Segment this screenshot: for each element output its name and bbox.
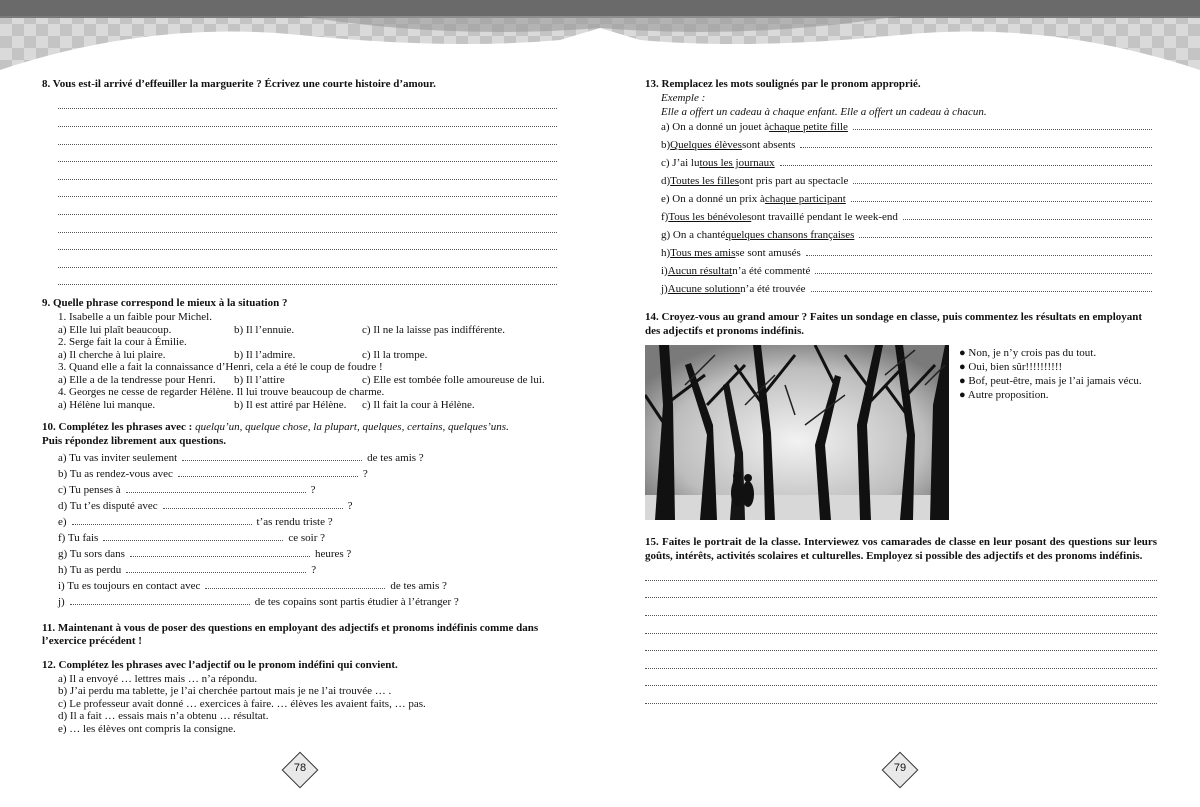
replace-item: a) On a donné un jouet à chaque petite fille xyxy=(645,121,1157,139)
blank[interactable] xyxy=(178,468,358,477)
choice-a[interactable]: a) Elle a de la tendresse pour Henri. xyxy=(58,373,216,386)
left-page xyxy=(42,78,557,745)
replace-item: f) Tous les bénévoles ont travaillé pendant le week-end xyxy=(645,211,1157,229)
replace-item: c) J’ai lu tous les journaux xyxy=(645,157,1157,175)
blank[interactable] xyxy=(780,157,1152,166)
answer-choices xyxy=(42,349,557,362)
blank[interactable] xyxy=(815,265,1152,274)
choice-b[interactable]: b) Il l’ennuie. xyxy=(234,323,295,336)
fill-sentence: a) Tu vas inviter seulement de tes amis ? xyxy=(58,451,424,464)
exercise-11-title: 11. Maintenant à vous de poser des questions en employant des adjectifs et pronoms indéfinis comme dans l’exercice précédent ! xyxy=(42,621,539,648)
choice-b[interactable]: b) Il l’attire xyxy=(234,373,285,386)
exercise-13-title: 13. Remplacez les mots soulignés par le pronom approprié. xyxy=(645,78,921,90)
exercise-9 xyxy=(42,297,557,411)
blank[interactable] xyxy=(800,139,1152,148)
exercise-15-title: 15. Faites le portrait de la classe. Interviewez vos camarades de classe en leur posant des questions sur leurs goûts, intérêts, activités scolaires et culturelles. Employez si possible des adjectifs et des pronoms indéfinis. xyxy=(645,535,1157,562)
exercise-13 xyxy=(645,78,1157,301)
answer-choices xyxy=(42,324,557,337)
blank[interactable] xyxy=(163,500,343,509)
exercise-10-subtitle: Puis répondez librement aux questions. xyxy=(42,434,227,447)
fill-sentence: i) Tu es toujours en contact avec de tes amis ? xyxy=(58,579,447,592)
replace-item: h) Tous mes amis se sont amusés xyxy=(645,247,1157,265)
replace-item: e) On a donné un prix à chaque participant xyxy=(645,193,1157,211)
page-number-right: 79 xyxy=(882,752,918,788)
sentence-item: a) Il a envoyé … lettres mais … n’a répondu. xyxy=(58,672,258,685)
blank[interactable] xyxy=(811,283,1152,292)
option-item[interactable]: ● Autre proposition. xyxy=(959,388,1049,401)
exercise-12-title: 12. Complétez les phrases avec l’adjectif ou le pronom indéfini qui convient. xyxy=(42,659,398,672)
exercise-11 xyxy=(42,622,557,650)
option-item[interactable]: ● Oui, bien sûr!!!!!!!!!! xyxy=(959,360,1063,373)
writing-lines[interactable] xyxy=(645,563,1157,704)
blank[interactable] xyxy=(70,596,250,605)
choice-a[interactable]: a) Elle lui plaît beaucoup. xyxy=(58,323,172,336)
replace-item: i) Aucun résultat n’a été commenté xyxy=(645,265,1157,283)
exercise-8-title: 8. Vous est-il arrivé d’effeuiller la marguerite ? Écrivez une courte histoire d’amour. xyxy=(42,78,436,90)
choice-c[interactable]: c) Elle est tombée folle amoureuse de lui. xyxy=(362,373,545,386)
answer-choices xyxy=(42,399,557,412)
survey-options xyxy=(949,345,1142,520)
blank[interactable] xyxy=(851,193,1152,202)
exercise-10 xyxy=(42,421,557,612)
blank[interactable] xyxy=(853,121,1152,130)
blank[interactable] xyxy=(72,516,252,525)
blank[interactable] xyxy=(205,580,385,589)
replace-item: g) On a chanté quelques chansons françaises xyxy=(645,229,1157,247)
exercise-9-title: 9. Quelle phrase correspond le mieux à la situation ? xyxy=(42,297,288,310)
sentence-item: c) Le professeur avait donné … exercices à faire. … élèves les avaient faits, … pas. xyxy=(58,697,426,710)
exercise-14-title: 14. Croyez-vous au grand amour ? Faites un sondage en classe, puis commentez les résultats en employant des adjectifs et pronoms indéfinis. xyxy=(645,311,1143,337)
fill-sentence: j) de tes copains sont partis étudier à l’étranger ? xyxy=(58,595,459,608)
choice-a[interactable]: a) Il cherche à lui plaire. xyxy=(58,348,166,361)
choice-c[interactable]: c) Il fait la cour à Hélène. xyxy=(362,398,475,411)
fill-sentence: b) Tu as rendez-vous avec ? xyxy=(58,467,368,480)
fill-sentence: f) Tu fais ce soir ? xyxy=(58,531,325,544)
replace-item: b) Quelques élèves sont absents xyxy=(645,139,1157,157)
replace-item: j) Aucune solution n’a été trouvée xyxy=(645,283,1157,301)
option-item[interactable]: ● Bof, peut-être, mais je l’ai jamais vécu. xyxy=(959,374,1142,387)
photo-couple-under-trees xyxy=(645,345,949,520)
choice-c[interactable]: c) Il la trompe. xyxy=(362,348,428,361)
question-stem: 2. Serge fait la cour à Émilie. xyxy=(58,336,187,349)
blank[interactable] xyxy=(806,247,1152,256)
example-label: Exemple : xyxy=(661,91,706,104)
fill-sentence: h) Tu as perdu ? xyxy=(58,563,317,576)
example-text: Elle a offert un cadeau à chaque enfant. Elle a offert un cadeau à chacun. xyxy=(661,105,987,118)
sentence-item: d) Il a fait … essais mais n’a obtenu … résultat. xyxy=(58,710,269,723)
option-item[interactable]: ● Non, je n’y crois pas du tout. xyxy=(959,346,1097,359)
sentence-item: b) J’ai perdu ma tablette, je l’ai cherchée partout mais je ne l’ai trouvée … . xyxy=(58,685,392,698)
fill-sentence: g) Tu sors dans heures ? xyxy=(58,547,352,560)
exercise-12 xyxy=(42,659,557,735)
choice-c[interactable]: c) Il ne la laisse pas indifférente. xyxy=(362,323,506,336)
exercise-8 xyxy=(42,78,557,285)
fill-sentence: d) Tu t’es disputé avec ? xyxy=(58,499,353,512)
blank[interactable] xyxy=(853,175,1152,184)
blank[interactable] xyxy=(103,532,283,541)
writing-lines[interactable] xyxy=(42,92,557,286)
fill-sentence: e) t’as rendu triste ? xyxy=(58,515,333,528)
sentence-item: e) … les élèves ont compris la consigne. xyxy=(58,722,236,735)
exercise-15 xyxy=(645,536,1157,704)
blank[interactable] xyxy=(126,484,306,493)
blank[interactable] xyxy=(130,548,310,557)
right-page xyxy=(645,78,1157,714)
question-stem: 3. Quand elle a fait la connaissance d’Henri, cela a été le coup de foudre ! xyxy=(58,361,383,374)
blank[interactable] xyxy=(126,564,306,573)
exercise-14 xyxy=(645,311,1157,520)
blank[interactable] xyxy=(903,211,1152,220)
choice-b[interactable]: b) Il l’admire. xyxy=(234,348,296,361)
replace-item: d) Toutes les filles ont pris part au spectacle xyxy=(645,175,1157,193)
blank[interactable] xyxy=(859,229,1152,238)
choice-b[interactable]: b) Il est attiré par Hélène. xyxy=(234,398,347,411)
fill-sentence: c) Tu penses à ? xyxy=(58,483,316,496)
exercise-10-title: 10. Complétez les phrases avec : quelqu’un, quelque chose, la plupart, quelques, certains, quelques’uns. xyxy=(42,421,509,434)
question-stem: 4. Georges ne cesse de regarder Hélène. Il lui trouve beaucoup de charme. xyxy=(58,386,385,399)
question-stem: 1. Isabelle a un faible pour Michel. xyxy=(58,311,212,324)
page-number-left: 78 xyxy=(282,752,318,788)
header-banner xyxy=(0,0,1200,90)
answer-choices xyxy=(42,374,557,387)
choice-a[interactable]: a) Hélène lui manque. xyxy=(58,398,156,411)
blank[interactable] xyxy=(182,452,362,461)
